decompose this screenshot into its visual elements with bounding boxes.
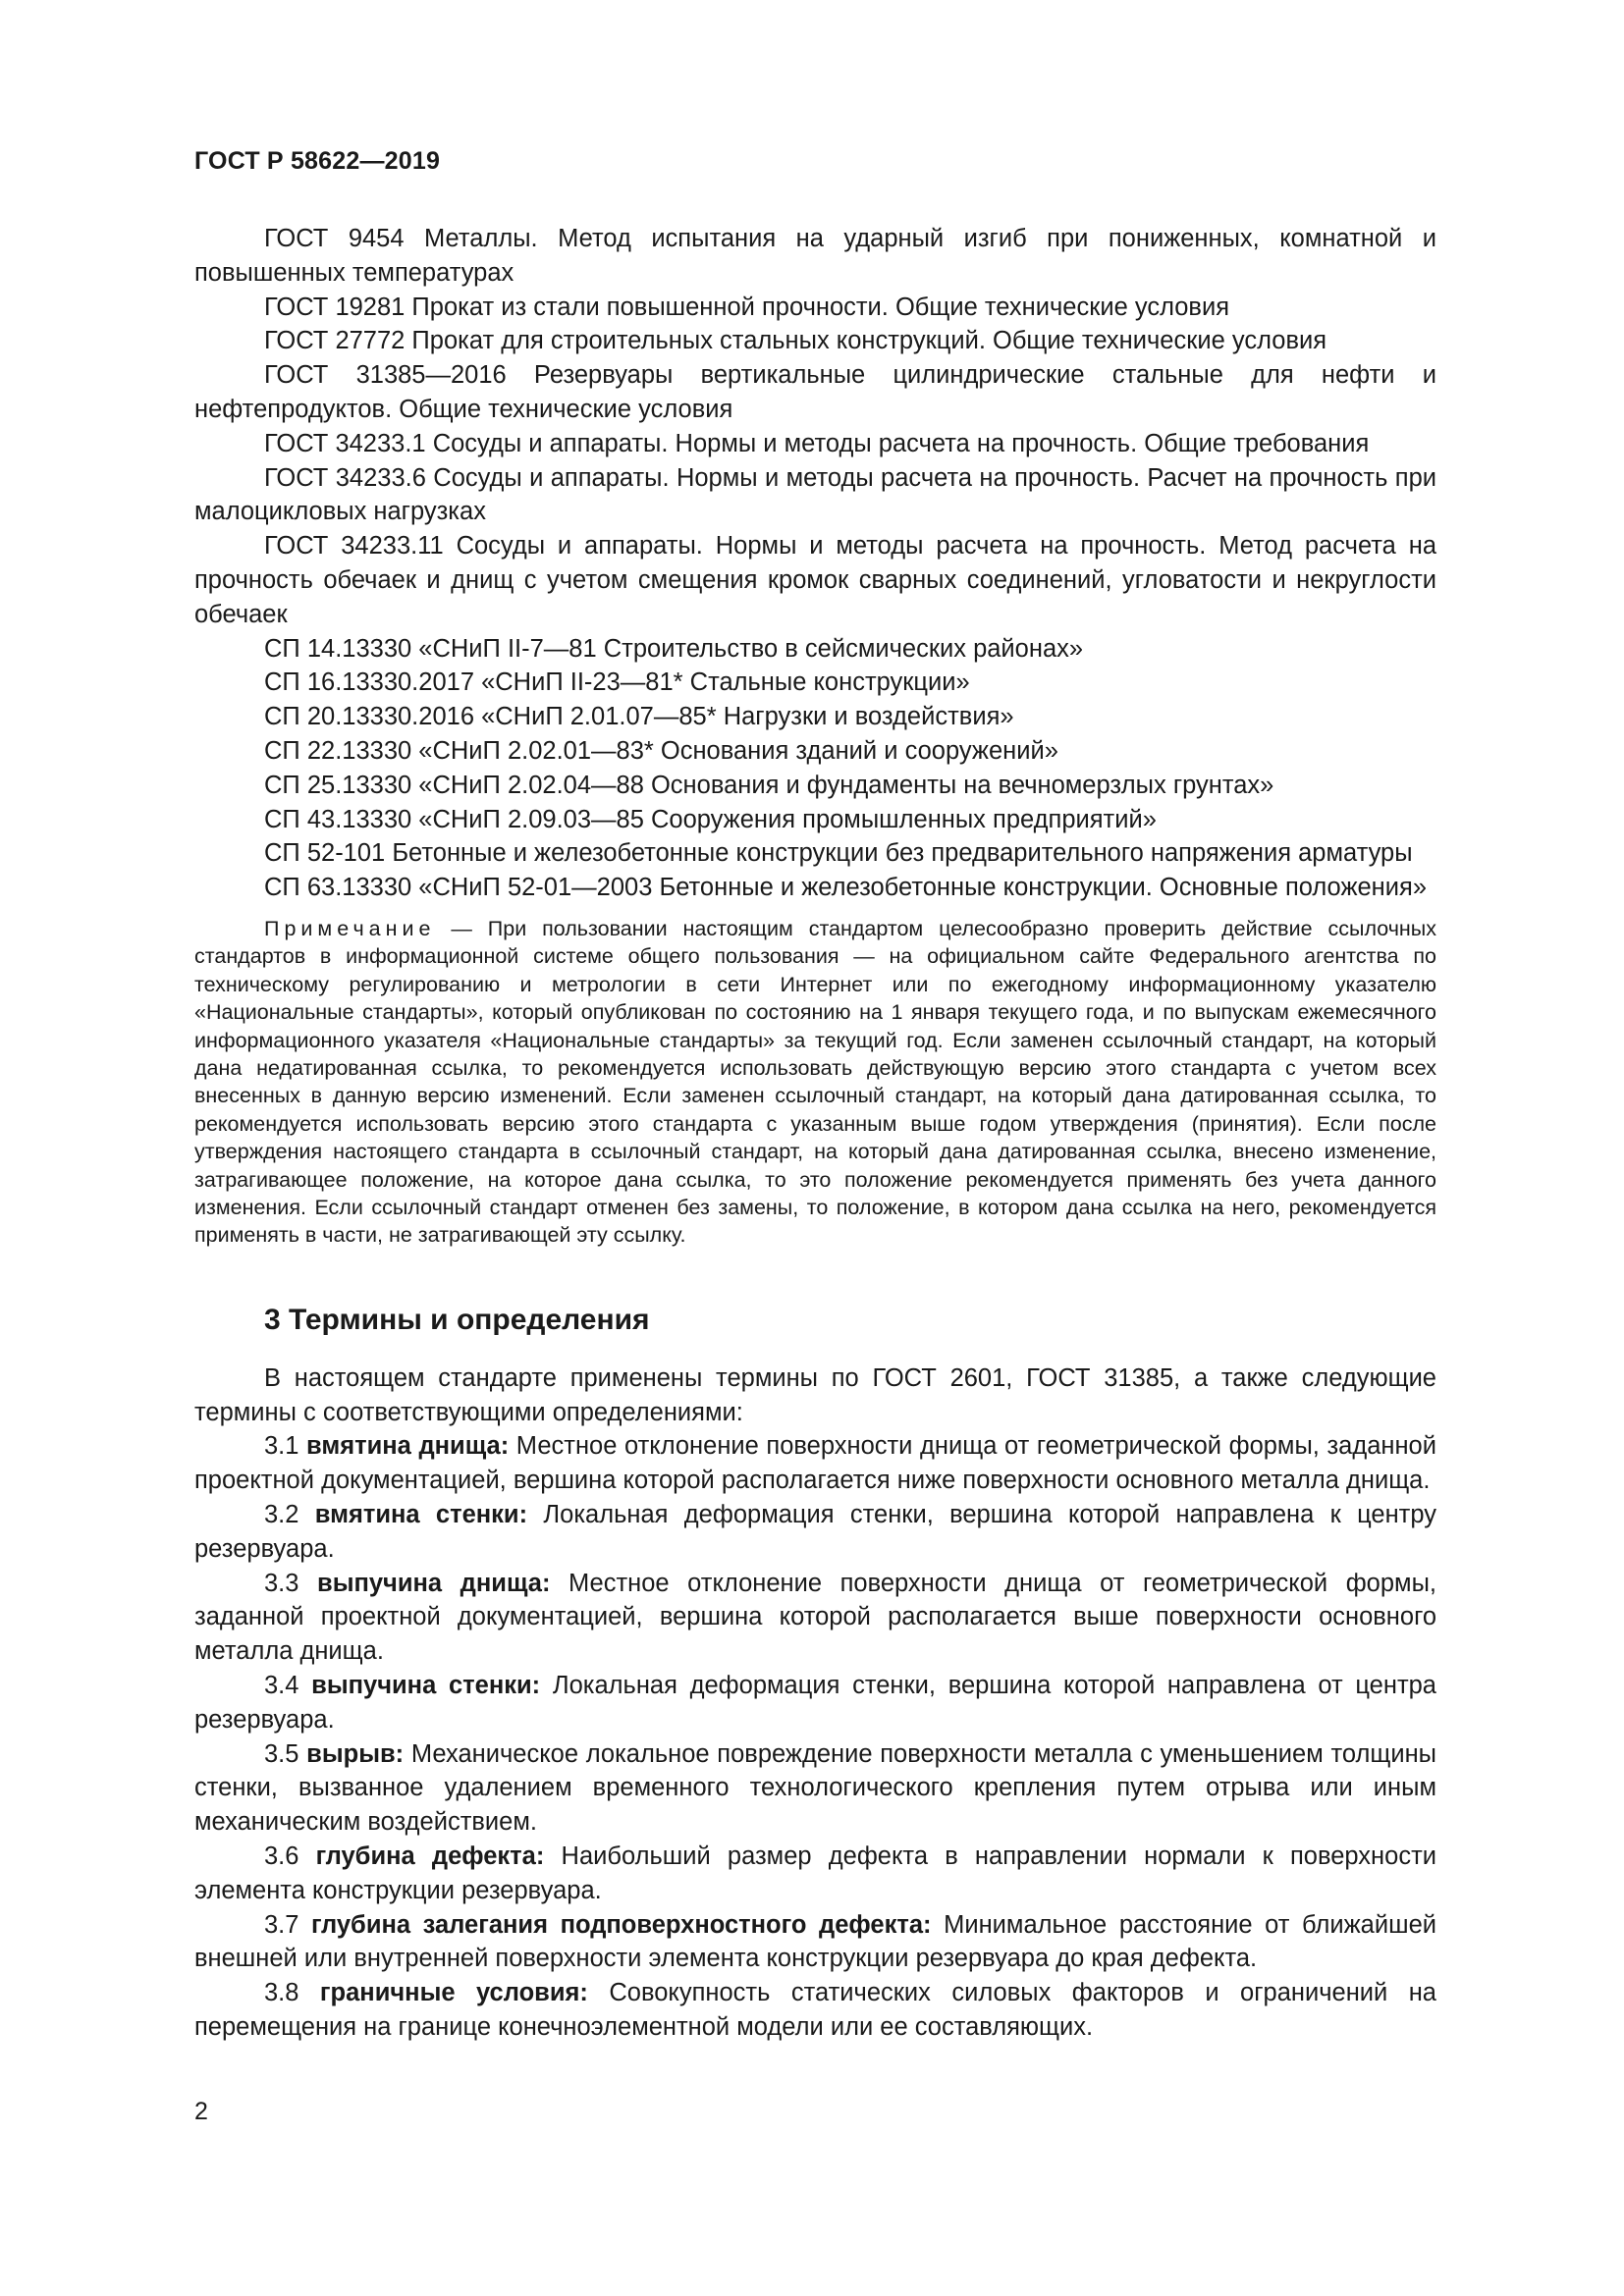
reference-item: ГОСТ 19281 Прокат из стали повышенной прочности. Общие технические условия bbox=[264, 293, 1230, 321]
reference-item: СП 14.13330 «СНиП II-7—81 Строительство в сейсмических районах» bbox=[264, 634, 1084, 663]
page-number: 2 bbox=[194, 2098, 208, 2125]
reference-item: СП 20.13330.2016 «СНиП 2.01.07—85* Нагрузки и воздействия» bbox=[264, 703, 1014, 731]
note-text: — При пользовании настоящим стандартом целесообразно проверить действие ссылочных стандартов в информационной системе общего пользования — на официальном сайте Федерального агентства по техническому регулированию и метрологии в сети Интернет или по ежегодному информационному указателю «Национальные стандарты», который опубликован по состоянию на 1 января текущего года, и по выпускам ежемесячного информационного указателя «Национальные стандарты» за текущий год. Если заменен ссылочный стандарт, на который дана недатированная ссылка, то рекомендуется использовать действующую версию этого стандарта с учетом всех внесенных в данную версию изменений. Если заменен ссылочный стандарт, на который дана датированная ссылка, то рекомендуется использовать версию этого стандарта с указанным выше годом утверждения (принятия). Если после утверждения настоящего стандарта в ссылочный стандарт, на который дана датированная ссылка, внесено изменение, затрагивающее положение, на которое дана ссылка, то это положение рекомендуется применять без учета данного изменения. Если ссылочный стандарт отменен без замены, то положение, в котором дана ссылка на него, рекомендуется применять в части, не затрагивающей эту ссылку. bbox=[194, 916, 1436, 1248]
term-name: вмятина стенки: bbox=[314, 1501, 528, 1528]
term-definition: Совокупность статических силовых факторов и ограничений на перемещения на границе конечноэлементной модели или ее составляющих. bbox=[194, 1979, 1436, 2041]
reference-item: ГОСТ 9454 Металлы. Метод испытания на ударный изгиб при пониженных, комнатной и повышенных температурах bbox=[194, 225, 1436, 287]
document-header: ГОСТ Р 58622—2019 bbox=[194, 147, 441, 175]
term-name: вмятина днища: bbox=[306, 1432, 510, 1461]
reference-item: ГОСТ 34233.6 Сосуды и аппараты. Нормы и методы расчета на прочность. Расчет на прочность при малоцикловых нагрузках bbox=[194, 463, 1436, 526]
term-number: 3.2 bbox=[264, 1501, 315, 1528]
term-entry bbox=[194, 1737, 1436, 1840]
term-definition: Местное отклонение поверхности днища от геометрической формы, заданной проектной документацией, вершина которой располагается ниже поверхности основного металла днища. bbox=[194, 1432, 1436, 1495]
term-number: 3.6 bbox=[264, 1842, 316, 1870]
reference-item: ГОСТ 34233.1 Сосуды и аппараты. Нормы и методы расчета на прочность. Общие требования bbox=[264, 429, 1370, 457]
term-entry bbox=[194, 1498, 1436, 1567]
term-number: 3.1 bbox=[264, 1432, 307, 1461]
term-definition: Локальная деформация стенки, вершина которой направлена к центру резервуара. bbox=[194, 1501, 1436, 1563]
term-definition: Механическое локальное повреждение поверхности металла с уменьшением толщины стенки, вызванное удалением временного технологического крепления путем отрыва или иным механическим воздействием. bbox=[194, 1739, 1436, 1837]
term-entry bbox=[194, 1567, 1436, 1669]
reference-item: СП 16.13330.2017 «СНиП II-23—81* Стальные конструкции» bbox=[264, 668, 970, 697]
reference-item: СП 22.13330 «СНиП 2.02.01—83* Основания зданий и сооружений» bbox=[264, 736, 1058, 765]
note-paragraph bbox=[194, 915, 1436, 1250]
reference-item: СП 43.13330 «СНиП 2.09.03—85 Сооружения промышленных предприятий» bbox=[264, 805, 1157, 833]
term-entry bbox=[194, 1429, 1436, 1498]
term-name: вырыв: bbox=[306, 1739, 405, 1768]
term-number: 3.4 bbox=[264, 1671, 312, 1699]
reference-item: ГОСТ 34233.11 Сосуды и аппараты. Нормы и методы расчета на прочность. Метод расчета на прочность обечаек и днищ с учетом смещения кромок сварных соединений, угловатости и некруглости обечаек bbox=[194, 532, 1436, 628]
term-name: глубина дефекта: bbox=[315, 1842, 545, 1870]
term-name: выпучина днища: bbox=[317, 1569, 551, 1597]
note-label: Примечание bbox=[264, 916, 436, 940]
term-entry bbox=[194, 1976, 1436, 2045]
term-entry bbox=[194, 1908, 1436, 1977]
term-number: 3.7 bbox=[264, 1910, 312, 1939]
term-number: 3.3 bbox=[264, 1569, 318, 1597]
term-number: 3.5 bbox=[264, 1739, 307, 1768]
reference-item: СП 25.13330 «СНиП 2.02.04—88 Основания и фундаменты на вечномерзлых грунтах» bbox=[264, 771, 1274, 799]
term-number: 3.8 bbox=[264, 1979, 320, 2007]
term-definition: Минимальное расстояние от ближайшей внешней или внутренней поверхности элемента конструкции резервуара до края дефекта. bbox=[194, 1910, 1436, 1973]
term-definition: Локальная деформация стенки, вершина которой направлена от центра резервуара. bbox=[194, 1671, 1436, 1734]
term-name: глубина залегания подповерхностного дефекта: bbox=[311, 1910, 932, 1939]
term-entry bbox=[194, 1669, 1436, 1737]
term-entry bbox=[194, 1840, 1436, 1908]
term-name: выпучина стенки: bbox=[311, 1671, 541, 1699]
term-definition: Местное отклонение поверхности днища от геометрической формы, заданной проектной документацией, вершина которой располагается выше поверхности основного металла днища. bbox=[194, 1569, 1436, 1666]
reference-item: ГОСТ 31385—2016 Резервуары вертикальные цилиндрические стальные для нефти и нефтепродуктов. Общие технические условия bbox=[194, 361, 1436, 423]
reference-item: СП 63.13330 «СНиП 52-01—2003 Бетонные и железобетонные конструкции. Основные положения» bbox=[264, 874, 1427, 902]
document-body bbox=[194, 222, 1436, 2045]
term-name: граничные условия: bbox=[319, 1979, 588, 2007]
reference-item: ГОСТ 27772 Прокат для строительных стальных конструкций. Общие технические условия bbox=[264, 327, 1327, 355]
term-definition: Наибольший размер дефекта в направлении нормали к поверхности элемента конструкции резервуара. bbox=[194, 1842, 1436, 1904]
reference-item: СП 52-101 Бетонные и железобетонные конструкции без предварительного напряжения арматуры bbox=[264, 839, 1413, 868]
section-intro: В настоящем стандарте применены термины по ГОСТ 2601, ГОСТ 31385, а также следующие термины с соответствующими определениями: bbox=[194, 1363, 1436, 1426]
section-heading: 3 Термины и определения bbox=[264, 1303, 650, 1336]
